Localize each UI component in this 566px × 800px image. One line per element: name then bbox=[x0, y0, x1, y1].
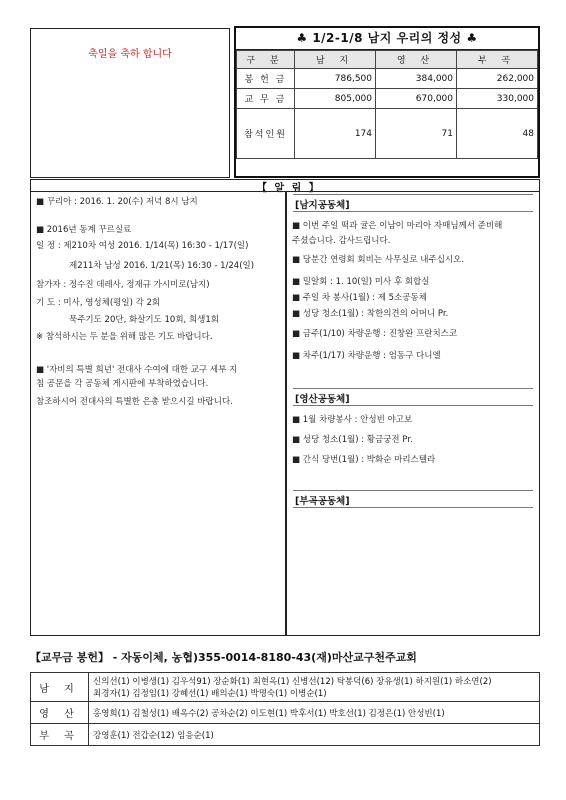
header-yeongsan: 영 산 bbox=[376, 51, 457, 69]
notice-item: 기 도 : 미사, 영성체(평일) 각 2회 bbox=[36, 298, 161, 308]
notice-item: 참가자 : 정수진 데레사, 정재규 가시미로(남지) bbox=[36, 280, 210, 290]
offering-header-row bbox=[237, 51, 538, 69]
notice-right-column bbox=[286, 191, 540, 636]
greeting-text: 축일을 축하 합니다 bbox=[88, 49, 172, 60]
namji-item: ■ 밀알회 : 1. 10(일) 미사 후 회합실 bbox=[292, 277, 430, 287]
namji-item: 주셨습니다. 감사드립니다. bbox=[292, 236, 391, 246]
row-label: 교 무 금 bbox=[237, 89, 295, 109]
header-bugok: 부 곡 bbox=[457, 51, 538, 69]
parish-names-line: 홍영희(1) 김철성(1) 배옥수(2) 공차순(2) 이도현(1) 박후서(1) 박호선(1) 김정은(1) 안성빈(1) bbox=[93, 708, 445, 719]
cell-value: 71 bbox=[376, 109, 457, 159]
account-info: 【교무금 봉헌】 - 자동이체, 농협)355-0014-8180-43(재)마산교구천주교회 bbox=[30, 651, 417, 664]
parish-name: 남 지 bbox=[31, 673, 89, 702]
parish-names-line: 최경자(1) 김정임(1) 강혜선(1) 배의순(1) 박명숙(1) 이병순(1) bbox=[93, 689, 327, 699]
namji-item: ■ 성당 청소(1월) : 착한의견의 어머니 Pr. bbox=[292, 309, 449, 319]
header-namji: 남 지 bbox=[295, 51, 376, 69]
notice-item: ■ '자비의 특별 희년' 전대사 수여에 대한 교구 세부 지 bbox=[36, 365, 238, 375]
parish-table bbox=[30, 672, 540, 746]
parish-names-cell bbox=[89, 724, 540, 746]
yeongsan-item: ■ 간식 당번(1월) : 박화순 마리스텔라 bbox=[292, 455, 436, 465]
parish-names-cell bbox=[89, 673, 540, 702]
cell-value: 786,500 bbox=[295, 69, 376, 89]
parish-names-cell bbox=[89, 702, 540, 724]
cell-value: 262,000 bbox=[457, 69, 538, 89]
parish-row-yeongsan bbox=[31, 702, 540, 724]
cell-value: 805,000 bbox=[295, 89, 376, 109]
cell-value: 384,000 bbox=[376, 69, 457, 89]
cell-value: 174 bbox=[295, 109, 376, 159]
notice-left-column bbox=[30, 191, 286, 636]
offering-row-gyomu bbox=[237, 89, 538, 109]
notice-item: ■ 꾸리아 : 2016. 1. 20(수) 저녁 8시 남지 bbox=[36, 197, 198, 207]
yeongsan-item: ■ 1월 차량봉사 : 안성빈 야고보 bbox=[292, 415, 413, 425]
offering-row-bonghyeon bbox=[237, 69, 538, 89]
parish-row-bugok bbox=[31, 724, 540, 746]
notice-item: ■ 2016년 동계 꾸르실료 bbox=[36, 225, 132, 235]
cell-value: 330,000 bbox=[457, 89, 538, 109]
offering-panel bbox=[234, 26, 540, 178]
notice-item: 제211차 남성 2016. 1/21(목) 16:30 - 1/24(일) bbox=[69, 261, 255, 271]
bugok-section-title: [부곡공동체] bbox=[295, 496, 350, 507]
notice-item: 침 공문을 각 공동체 게시판에 부착하였습니다. bbox=[36, 379, 209, 389]
parish-names-line: 신의선(1) 이병생(1) 김우석91) 장순화(1) 최현옥(1) 신병선(12) 탁봉덕(6) 장유생(1) 하지원(1) 하소연(2) bbox=[93, 677, 492, 687]
namji-item: ■ 금주(1/10) 차량운행 : 진창완 프란치스코 bbox=[292, 329, 458, 339]
parish-names-line: 강영훈(1) 전갑순(12) 임응순(1) bbox=[93, 730, 214, 741]
cell-value: 670,000 bbox=[376, 89, 457, 109]
notice-item: ※ 참석하시는 두 분을 위해 많은 기도 바랍니다. bbox=[36, 332, 213, 342]
cell-value: 48 bbox=[457, 109, 538, 159]
offering-row-attendance bbox=[237, 109, 538, 159]
parish-name: 영 산 bbox=[31, 702, 89, 724]
row-label: 참석인원 bbox=[237, 109, 295, 159]
notice-item: 참조하시어 전대사의 특별한 은총 받으시길 바랍니다. bbox=[36, 397, 233, 407]
notice-item: 일 정 : 제210차 여성 2016. 1/14(목) 16:30 - 1/17(일) bbox=[36, 241, 249, 251]
yeongsan-section-title: [영산공동체] bbox=[295, 394, 350, 405]
parish-row-namji bbox=[31, 673, 540, 702]
offering-table bbox=[236, 50, 538, 159]
namji-item: ■ 이번 주일 떡과 귤은 이남이 마리아 자매님께서 준비해 bbox=[292, 221, 503, 231]
notice-item: 묵주기도 20단, 화살기도 10회, 희생1회 bbox=[69, 315, 219, 325]
offering-title: ♣ 1/2-1/8 남지 우리의 정성 ♣ bbox=[236, 28, 538, 50]
yeongsan-item: ■ 성당 청소(1월) : 황금궁전 Pr. bbox=[292, 435, 413, 445]
namji-section-title: [남지공동체] bbox=[295, 200, 350, 211]
namji-item: ■ 차주(1/17) 차량운행 : 엄동구 다니엘 bbox=[292, 351, 441, 361]
parish-name: 부 곡 bbox=[31, 724, 89, 746]
greeting-box bbox=[30, 28, 230, 178]
header-category: 구 분 bbox=[237, 51, 295, 69]
namji-item: ■ 주일 차 봉사(1월) : 제 5소공동체 bbox=[292, 293, 427, 303]
row-label: 봉 헌 금 bbox=[237, 69, 295, 89]
namji-item: ■ 당분간 연령회 회비는 사무실로 내주십시오. bbox=[292, 255, 465, 265]
notice-title: 【 알 림 】 bbox=[257, 183, 321, 194]
